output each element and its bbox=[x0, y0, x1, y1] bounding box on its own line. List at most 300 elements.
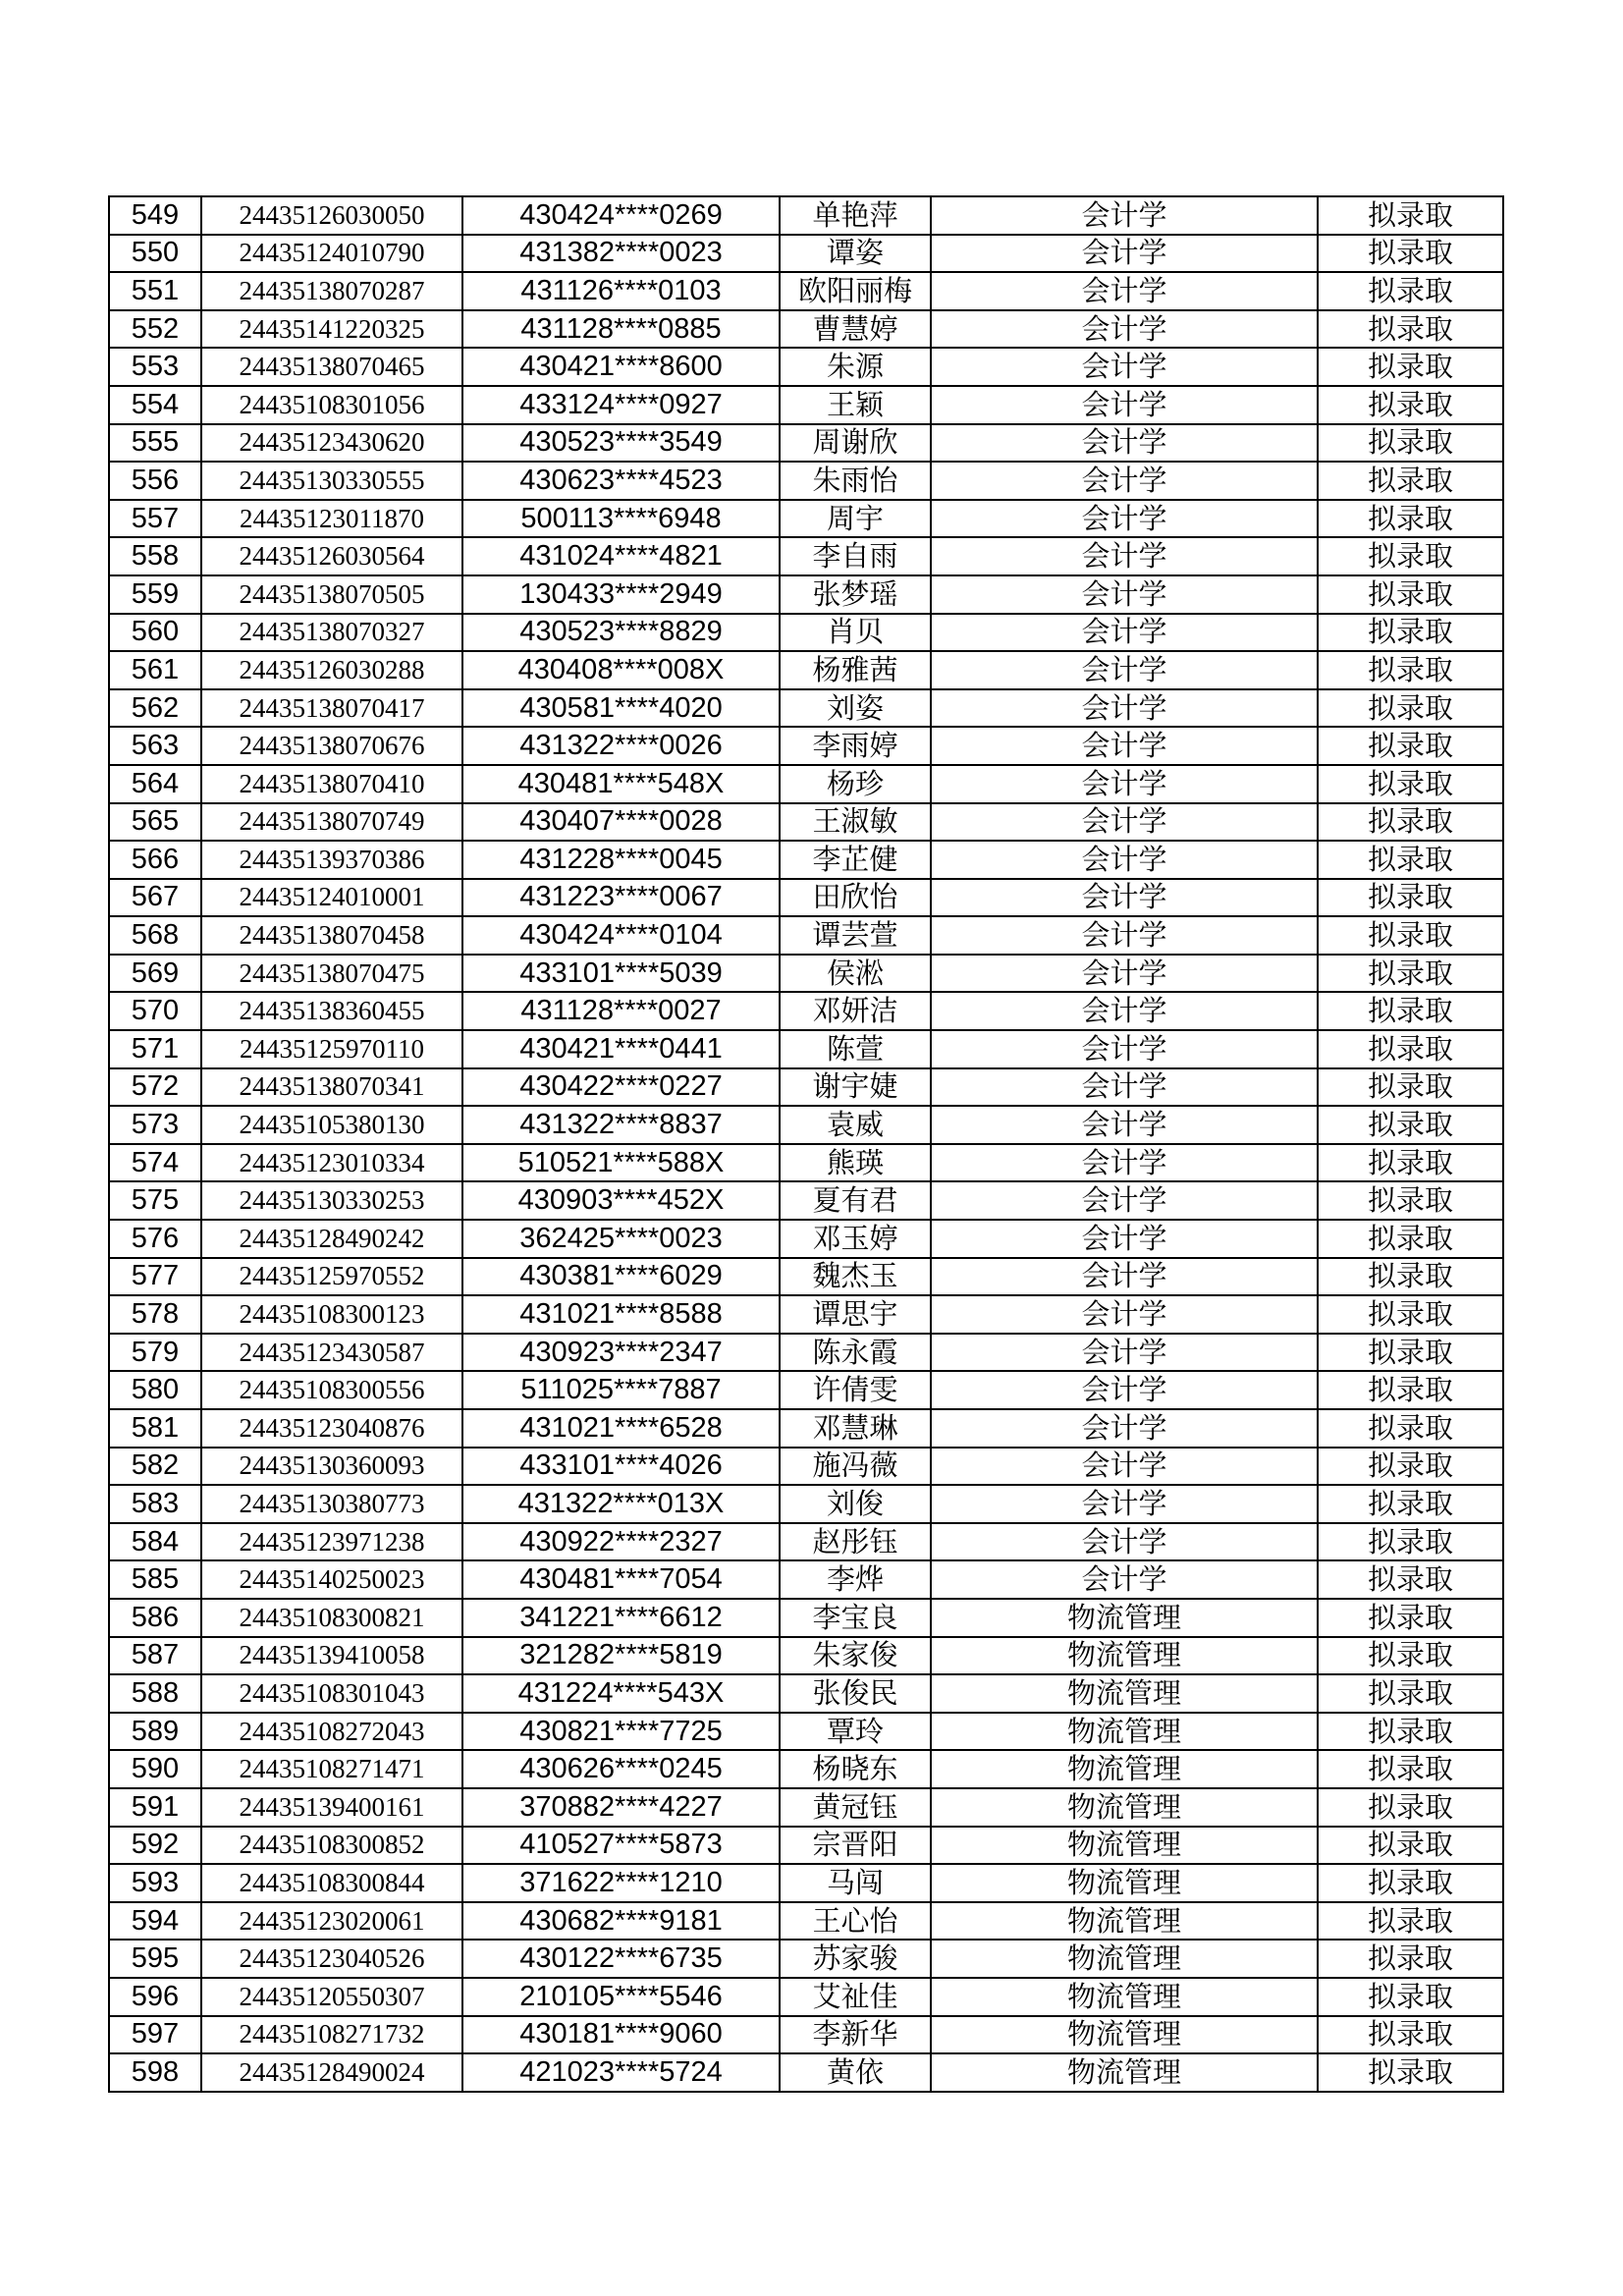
row-number-cell: 588 bbox=[109, 1674, 201, 1713]
table-row bbox=[109, 462, 1503, 500]
major-cell: 会计学 bbox=[931, 803, 1318, 842]
row-number-cell: 596 bbox=[109, 1978, 201, 2016]
candidate-name-cell: 欧阳丽梅 bbox=[780, 272, 931, 310]
candidate-name-cell: 谭思宇 bbox=[780, 1295, 931, 1334]
table-row bbox=[109, 1068, 1503, 1107]
id-number-cell: 430381****6029 bbox=[462, 1258, 780, 1296]
candidate-name-cell: 朱家俊 bbox=[780, 1637, 931, 1675]
candidate-name-cell: 宗晋阳 bbox=[780, 1827, 931, 1865]
candidate-name-cell: 艾祉佳 bbox=[780, 1978, 931, 2016]
id-number-cell: 321282****5819 bbox=[462, 1637, 780, 1675]
major-cell: 会计学 bbox=[931, 1295, 1318, 1334]
candidate-name-cell: 黄依 bbox=[780, 2053, 931, 2092]
major-cell: 会计学 bbox=[931, 386, 1318, 424]
id-number-cell: 431021****6528 bbox=[462, 1409, 780, 1448]
id-number-cell: 130433****2949 bbox=[462, 575, 780, 614]
exam-number-cell: 24435108271471 bbox=[201, 1750, 462, 1788]
admission-status-cell: 拟录取 bbox=[1318, 424, 1503, 463]
row-number-cell: 559 bbox=[109, 575, 201, 614]
table-row bbox=[109, 689, 1503, 728]
major-cell: 物流管理 bbox=[931, 2016, 1318, 2054]
major-cell: 会计学 bbox=[931, 462, 1318, 500]
row-number-cell: 556 bbox=[109, 462, 201, 500]
id-number-cell: 430481****548X bbox=[462, 765, 780, 803]
candidate-name-cell: 李烨 bbox=[780, 1560, 931, 1599]
exam-number-cell: 24435123430620 bbox=[201, 424, 462, 463]
candidate-name-cell: 刘俊 bbox=[780, 1485, 931, 1523]
candidate-name-cell: 朱源 bbox=[780, 348, 931, 386]
admission-status-cell: 拟录取 bbox=[1318, 500, 1503, 538]
major-cell: 会计学 bbox=[931, 1220, 1318, 1258]
id-number-cell: 430408****008X bbox=[462, 651, 780, 689]
candidate-name-cell: 张梦瑶 bbox=[780, 575, 931, 614]
candidate-name-cell: 张俊民 bbox=[780, 1674, 931, 1713]
major-cell: 会计学 bbox=[931, 500, 1318, 538]
id-number-cell: 511025****7887 bbox=[462, 1371, 780, 1409]
admission-status-cell: 拟录取 bbox=[1318, 1181, 1503, 1220]
admission-status-cell: 拟录取 bbox=[1318, 1448, 1503, 1486]
table-row bbox=[109, 1448, 1503, 1486]
exam-number-cell: 24435120550307 bbox=[201, 1978, 462, 2016]
row-number-cell: 574 bbox=[109, 1144, 201, 1182]
row-number-cell: 562 bbox=[109, 689, 201, 728]
major-cell: 会计学 bbox=[931, 1106, 1318, 1144]
major-cell: 物流管理 bbox=[931, 2053, 1318, 2092]
exam-number-cell: 24435105380130 bbox=[201, 1106, 462, 1144]
id-number-cell: 430581****4020 bbox=[462, 689, 780, 728]
candidate-name-cell: 王心怡 bbox=[780, 1902, 931, 1941]
id-number-cell: 430523****3549 bbox=[462, 424, 780, 463]
candidate-name-cell: 赵彤钰 bbox=[780, 1523, 931, 1561]
row-number-cell: 589 bbox=[109, 1713, 201, 1751]
id-number-cell: 210105****5546 bbox=[462, 1978, 780, 2016]
table-row bbox=[109, 955, 1503, 993]
admission-status-cell: 拟录取 bbox=[1318, 1295, 1503, 1334]
id-number-cell: 431228****0045 bbox=[462, 841, 780, 879]
major-cell: 物流管理 bbox=[931, 1788, 1318, 1827]
admission-status-cell: 拟录取 bbox=[1318, 1827, 1503, 1865]
table-row bbox=[109, 1409, 1503, 1448]
major-cell: 会计学 bbox=[931, 1448, 1318, 1486]
exam-number-cell: 24435123010334 bbox=[201, 1144, 462, 1182]
id-number-cell: 431382****0023 bbox=[462, 235, 780, 273]
major-cell: 会计学 bbox=[931, 424, 1318, 463]
id-number-cell: 430424****0269 bbox=[462, 196, 780, 235]
candidate-name-cell: 许倩雯 bbox=[780, 1371, 931, 1409]
id-number-cell: 430523****8829 bbox=[462, 614, 780, 652]
row-number-cell: 585 bbox=[109, 1560, 201, 1599]
major-cell: 会计学 bbox=[931, 689, 1318, 728]
exam-number-cell: 24435128490024 bbox=[201, 2053, 462, 2092]
exam-number-cell: 24435123020061 bbox=[201, 1902, 462, 1941]
row-number-cell: 592 bbox=[109, 1827, 201, 1865]
exam-number-cell: 24435108300123 bbox=[201, 1295, 462, 1334]
major-cell: 会计学 bbox=[931, 1560, 1318, 1599]
id-number-cell: 371622****1210 bbox=[462, 1864, 780, 1902]
admission-status-cell: 拟录取 bbox=[1318, 1599, 1503, 1637]
candidate-name-cell: 周谢欣 bbox=[780, 424, 931, 463]
exam-number-cell: 24435126030288 bbox=[201, 651, 462, 689]
major-cell: 会计学 bbox=[931, 235, 1318, 273]
row-number-cell: 584 bbox=[109, 1523, 201, 1561]
candidate-name-cell: 谢宇婕 bbox=[780, 1068, 931, 1107]
id-number-cell: 430421****8600 bbox=[462, 348, 780, 386]
exam-number-cell: 24435108300821 bbox=[201, 1599, 462, 1637]
row-number-cell: 567 bbox=[109, 879, 201, 917]
candidate-name-cell: 肖贝 bbox=[780, 614, 931, 652]
id-number-cell: 430682****9181 bbox=[462, 1902, 780, 1941]
row-number-cell: 576 bbox=[109, 1220, 201, 1258]
candidate-name-cell: 杨雅茜 bbox=[780, 651, 931, 689]
id-number-cell: 430821****7725 bbox=[462, 1713, 780, 1751]
admission-status-cell: 拟录取 bbox=[1318, 614, 1503, 652]
major-cell: 物流管理 bbox=[931, 1713, 1318, 1751]
id-number-cell: 362425****0023 bbox=[462, 1220, 780, 1258]
candidate-name-cell: 苏家骏 bbox=[780, 1940, 931, 1978]
admission-status-cell: 拟录取 bbox=[1318, 689, 1503, 728]
row-number-cell: 597 bbox=[109, 2016, 201, 2054]
admission-status-cell: 拟录取 bbox=[1318, 1978, 1503, 2016]
exam-number-cell: 24435123040526 bbox=[201, 1940, 462, 1978]
table-row bbox=[109, 1295, 1503, 1334]
id-number-cell: 430407****0028 bbox=[462, 803, 780, 842]
admission-status-cell: 拟录取 bbox=[1318, 196, 1503, 235]
exam-number-cell: 24435138360455 bbox=[201, 992, 462, 1030]
id-number-cell: 431021****8588 bbox=[462, 1295, 780, 1334]
candidate-name-cell: 马闯 bbox=[780, 1864, 931, 1902]
table-row bbox=[109, 1334, 1503, 1372]
row-number-cell: 575 bbox=[109, 1181, 201, 1220]
table-row bbox=[109, 1864, 1503, 1902]
row-number-cell: 550 bbox=[109, 235, 201, 273]
candidate-name-cell: 熊瑛 bbox=[780, 1144, 931, 1182]
exam-number-cell: 24435138070465 bbox=[201, 348, 462, 386]
row-number-cell: 582 bbox=[109, 1448, 201, 1486]
exam-number-cell: 24435138070676 bbox=[201, 727, 462, 765]
id-number-cell: 431128****0027 bbox=[462, 992, 780, 1030]
exam-number-cell: 24435139400161 bbox=[201, 1788, 462, 1827]
candidate-name-cell: 魏杰玉 bbox=[780, 1258, 931, 1296]
candidate-name-cell: 袁威 bbox=[780, 1106, 931, 1144]
admission-status-cell: 拟录取 bbox=[1318, 1220, 1503, 1258]
admission-status-cell: 拟录取 bbox=[1318, 727, 1503, 765]
table-row bbox=[109, 424, 1503, 463]
admission-status-cell: 拟录取 bbox=[1318, 310, 1503, 349]
candidate-name-cell: 杨珍 bbox=[780, 765, 931, 803]
candidate-name-cell: 刘姿 bbox=[780, 689, 931, 728]
major-cell: 会计学 bbox=[931, 1030, 1318, 1068]
exam-number-cell: 24435124010790 bbox=[201, 235, 462, 273]
table-row bbox=[109, 196, 1503, 235]
major-cell: 物流管理 bbox=[931, 1750, 1318, 1788]
table-row bbox=[109, 1788, 1503, 1827]
roster-body bbox=[109, 196, 1503, 2092]
admission-status-cell: 拟录取 bbox=[1318, 803, 1503, 842]
major-cell: 会计学 bbox=[931, 1258, 1318, 1296]
row-number-cell: 552 bbox=[109, 310, 201, 349]
exam-number-cell: 24435108300852 bbox=[201, 1827, 462, 1865]
admission-status-cell: 拟录取 bbox=[1318, 1409, 1503, 1448]
id-number-cell: 341221****6612 bbox=[462, 1599, 780, 1637]
table-row bbox=[109, 1827, 1503, 1865]
exam-number-cell: 24435125970110 bbox=[201, 1030, 462, 1068]
major-cell: 物流管理 bbox=[931, 1599, 1318, 1637]
exam-number-cell: 24435141220325 bbox=[201, 310, 462, 349]
row-number-cell: 565 bbox=[109, 803, 201, 842]
candidate-name-cell: 侯淞 bbox=[780, 955, 931, 993]
row-number-cell: 573 bbox=[109, 1106, 201, 1144]
major-cell: 物流管理 bbox=[931, 1637, 1318, 1675]
major-cell: 会计学 bbox=[931, 841, 1318, 879]
table-row bbox=[109, 1106, 1503, 1144]
admission-status-cell: 拟录取 bbox=[1318, 992, 1503, 1030]
id-number-cell: 430424****0104 bbox=[462, 916, 780, 955]
candidate-name-cell: 夏有君 bbox=[780, 1181, 931, 1220]
exam-number-cell: 24435130360093 bbox=[201, 1448, 462, 1486]
major-cell: 会计学 bbox=[931, 651, 1318, 689]
admission-status-cell: 拟录取 bbox=[1318, 1258, 1503, 1296]
candidate-name-cell: 王淑敏 bbox=[780, 803, 931, 842]
admission-status-cell: 拟录取 bbox=[1318, 1713, 1503, 1751]
row-number-cell: 572 bbox=[109, 1068, 201, 1107]
candidate-name-cell: 曹慧婷 bbox=[780, 310, 931, 349]
candidate-name-cell: 陈萱 bbox=[780, 1030, 931, 1068]
admission-status-cell: 拟录取 bbox=[1318, 1106, 1503, 1144]
admission-status-cell: 拟录取 bbox=[1318, 1560, 1503, 1599]
major-cell: 会计学 bbox=[931, 1181, 1318, 1220]
table-row bbox=[109, 235, 1503, 273]
id-number-cell: 431322****0026 bbox=[462, 727, 780, 765]
admission-status-cell: 拟录取 bbox=[1318, 1371, 1503, 1409]
id-number-cell: 410527****5873 bbox=[462, 1827, 780, 1865]
table-row bbox=[109, 1978, 1503, 2016]
major-cell: 会计学 bbox=[931, 1371, 1318, 1409]
major-cell: 会计学 bbox=[931, 310, 1318, 349]
table-row bbox=[109, 575, 1503, 614]
candidate-name-cell: 邓慧琳 bbox=[780, 1409, 931, 1448]
row-number-cell: 583 bbox=[109, 1485, 201, 1523]
major-cell: 会计学 bbox=[931, 879, 1318, 917]
admission-status-cell: 拟录取 bbox=[1318, 1523, 1503, 1561]
table-row bbox=[109, 272, 1503, 310]
table-row bbox=[109, 1750, 1503, 1788]
exam-number-cell: 24435138070287 bbox=[201, 272, 462, 310]
major-cell: 物流管理 bbox=[931, 1978, 1318, 2016]
admission-status-cell: 拟录取 bbox=[1318, 2053, 1503, 2092]
major-cell: 物流管理 bbox=[931, 1902, 1318, 1941]
row-number-cell: 551 bbox=[109, 272, 201, 310]
major-cell: 会计学 bbox=[931, 992, 1318, 1030]
row-number-cell: 571 bbox=[109, 1030, 201, 1068]
admission-status-cell: 拟录取 bbox=[1318, 1788, 1503, 1827]
major-cell: 会计学 bbox=[931, 196, 1318, 235]
row-number-cell: 557 bbox=[109, 500, 201, 538]
candidate-name-cell: 朱雨怡 bbox=[780, 462, 931, 500]
candidate-name-cell: 邓玉婷 bbox=[780, 1220, 931, 1258]
table-row bbox=[109, 765, 1503, 803]
major-cell: 会计学 bbox=[931, 1523, 1318, 1561]
table-row bbox=[109, 803, 1503, 842]
exam-number-cell: 24435123430587 bbox=[201, 1334, 462, 1372]
row-number-cell: 554 bbox=[109, 386, 201, 424]
row-number-cell: 586 bbox=[109, 1599, 201, 1637]
id-number-cell: 433101****5039 bbox=[462, 955, 780, 993]
id-number-cell: 430481****7054 bbox=[462, 1560, 780, 1599]
admission-status-cell: 拟录取 bbox=[1318, 651, 1503, 689]
row-number-cell: 569 bbox=[109, 955, 201, 993]
id-number-cell: 430623****4523 bbox=[462, 462, 780, 500]
table-row bbox=[109, 2053, 1503, 2092]
major-cell: 会计学 bbox=[931, 1144, 1318, 1182]
exam-number-cell: 24435130380773 bbox=[201, 1485, 462, 1523]
id-number-cell: 430903****452X bbox=[462, 1181, 780, 1220]
table-row bbox=[109, 2016, 1503, 2054]
exam-number-cell: 24435108271732 bbox=[201, 2016, 462, 2054]
admission-status-cell: 拟录取 bbox=[1318, 955, 1503, 993]
exam-number-cell: 24435138070341 bbox=[201, 1068, 462, 1107]
candidate-name-cell: 谭芸萱 bbox=[780, 916, 931, 955]
admission-status-cell: 拟录取 bbox=[1318, 1334, 1503, 1372]
admission-status-cell: 拟录取 bbox=[1318, 1902, 1503, 1941]
table-row bbox=[109, 651, 1503, 689]
major-cell: 会计学 bbox=[931, 575, 1318, 614]
row-number-cell: 587 bbox=[109, 1637, 201, 1675]
row-number-cell: 590 bbox=[109, 1750, 201, 1788]
major-cell: 会计学 bbox=[931, 1409, 1318, 1448]
major-cell: 会计学 bbox=[931, 955, 1318, 993]
id-number-cell: 430421****0441 bbox=[462, 1030, 780, 1068]
id-number-cell: 500113****6948 bbox=[462, 500, 780, 538]
admission-status-cell: 拟录取 bbox=[1318, 1864, 1503, 1902]
candidate-name-cell: 邓妍洁 bbox=[780, 992, 931, 1030]
candidate-name-cell: 李芷健 bbox=[780, 841, 931, 879]
row-number-cell: 560 bbox=[109, 614, 201, 652]
exam-number-cell: 24435126030564 bbox=[201, 537, 462, 575]
exam-number-cell: 24435126030050 bbox=[201, 196, 462, 235]
row-number-cell: 577 bbox=[109, 1258, 201, 1296]
exam-number-cell: 24435138070749 bbox=[201, 803, 462, 842]
admission-status-cell: 拟录取 bbox=[1318, 1030, 1503, 1068]
admission-status-cell: 拟录取 bbox=[1318, 879, 1503, 917]
candidate-name-cell: 施冯薇 bbox=[780, 1448, 931, 1486]
table-row bbox=[109, 1902, 1503, 1941]
id-number-cell: 431128****0885 bbox=[462, 310, 780, 349]
exam-number-cell: 24435138070410 bbox=[201, 765, 462, 803]
id-number-cell: 430923****2347 bbox=[462, 1334, 780, 1372]
admission-status-cell: 拟录取 bbox=[1318, 272, 1503, 310]
candidate-name-cell: 陈永霞 bbox=[780, 1334, 931, 1372]
admission-roster-table bbox=[108, 195, 1504, 2093]
major-cell: 会计学 bbox=[931, 1485, 1318, 1523]
row-number-cell: 549 bbox=[109, 196, 201, 235]
exam-number-cell: 24435108301056 bbox=[201, 386, 462, 424]
major-cell: 会计学 bbox=[931, 537, 1318, 575]
table-row bbox=[109, 500, 1503, 538]
admission-status-cell: 拟录取 bbox=[1318, 841, 1503, 879]
table-row bbox=[109, 386, 1503, 424]
major-cell: 物流管理 bbox=[931, 1864, 1318, 1902]
major-cell: 物流管理 bbox=[931, 1674, 1318, 1713]
table-row bbox=[109, 1599, 1503, 1637]
table-row bbox=[109, 727, 1503, 765]
candidate-name-cell: 周宇 bbox=[780, 500, 931, 538]
table-row bbox=[109, 1637, 1503, 1675]
row-number-cell: 598 bbox=[109, 2053, 201, 2092]
exam-number-cell: 24435138070458 bbox=[201, 916, 462, 955]
exam-number-cell: 24435138070475 bbox=[201, 955, 462, 993]
admission-status-cell: 拟录取 bbox=[1318, 1485, 1503, 1523]
table-row bbox=[109, 1144, 1503, 1182]
exam-number-cell: 24435123040876 bbox=[201, 1409, 462, 1448]
row-number-cell: 566 bbox=[109, 841, 201, 879]
id-number-cell: 421023****5724 bbox=[462, 2053, 780, 2092]
table-row bbox=[109, 1181, 1503, 1220]
table-row bbox=[109, 614, 1503, 652]
admission-status-cell: 拟录取 bbox=[1318, 1940, 1503, 1978]
table-row bbox=[109, 1371, 1503, 1409]
table-row bbox=[109, 1220, 1503, 1258]
admission-status-cell: 拟录取 bbox=[1318, 1750, 1503, 1788]
id-number-cell: 431322****8837 bbox=[462, 1106, 780, 1144]
exam-number-cell: 24435138070327 bbox=[201, 614, 462, 652]
exam-number-cell: 24435139370386 bbox=[201, 841, 462, 879]
major-cell: 会计学 bbox=[931, 348, 1318, 386]
exam-number-cell: 24435123971238 bbox=[201, 1523, 462, 1561]
id-number-cell: 430422****0227 bbox=[462, 1068, 780, 1107]
table-row bbox=[109, 1940, 1503, 1978]
id-number-cell: 430922****2327 bbox=[462, 1523, 780, 1561]
exam-number-cell: 24435140250023 bbox=[201, 1560, 462, 1599]
id-number-cell: 430122****6735 bbox=[462, 1940, 780, 1978]
admission-status-cell: 拟录取 bbox=[1318, 575, 1503, 614]
row-number-cell: 555 bbox=[109, 424, 201, 463]
row-number-cell: 570 bbox=[109, 992, 201, 1030]
admission-status-cell: 拟录取 bbox=[1318, 1144, 1503, 1182]
admission-status-cell: 拟录取 bbox=[1318, 1068, 1503, 1107]
table-row bbox=[109, 537, 1503, 575]
exam-number-cell: 24435108300844 bbox=[201, 1864, 462, 1902]
admission-status-cell: 拟录取 bbox=[1318, 386, 1503, 424]
id-number-cell: 430626****0245 bbox=[462, 1750, 780, 1788]
exam-number-cell: 24435130330253 bbox=[201, 1181, 462, 1220]
table-row bbox=[109, 1485, 1503, 1523]
major-cell: 会计学 bbox=[931, 614, 1318, 652]
candidate-name-cell: 单艳萍 bbox=[780, 196, 931, 235]
exam-number-cell: 24435128490242 bbox=[201, 1220, 462, 1258]
major-cell: 会计学 bbox=[931, 916, 1318, 955]
row-number-cell: 568 bbox=[109, 916, 201, 955]
candidate-name-cell: 李自雨 bbox=[780, 537, 931, 575]
row-number-cell: 581 bbox=[109, 1409, 201, 1448]
row-number-cell: 593 bbox=[109, 1864, 201, 1902]
admission-status-cell: 拟录取 bbox=[1318, 462, 1503, 500]
exam-number-cell: 24435138070417 bbox=[201, 689, 462, 728]
admission-status-cell: 拟录取 bbox=[1318, 1674, 1503, 1713]
exam-number-cell: 24435130330555 bbox=[201, 462, 462, 500]
exam-number-cell: 24435108300556 bbox=[201, 1371, 462, 1409]
row-number-cell: 578 bbox=[109, 1295, 201, 1334]
table-row bbox=[109, 841, 1503, 879]
table-row bbox=[109, 1523, 1503, 1561]
admission-status-cell: 拟录取 bbox=[1318, 235, 1503, 273]
table-row bbox=[109, 916, 1503, 955]
row-number-cell: 558 bbox=[109, 537, 201, 575]
table-row bbox=[109, 879, 1503, 917]
row-number-cell: 595 bbox=[109, 1940, 201, 1978]
candidate-name-cell: 覃玲 bbox=[780, 1713, 931, 1751]
row-number-cell: 579 bbox=[109, 1334, 201, 1372]
candidate-name-cell: 李宝良 bbox=[780, 1599, 931, 1637]
